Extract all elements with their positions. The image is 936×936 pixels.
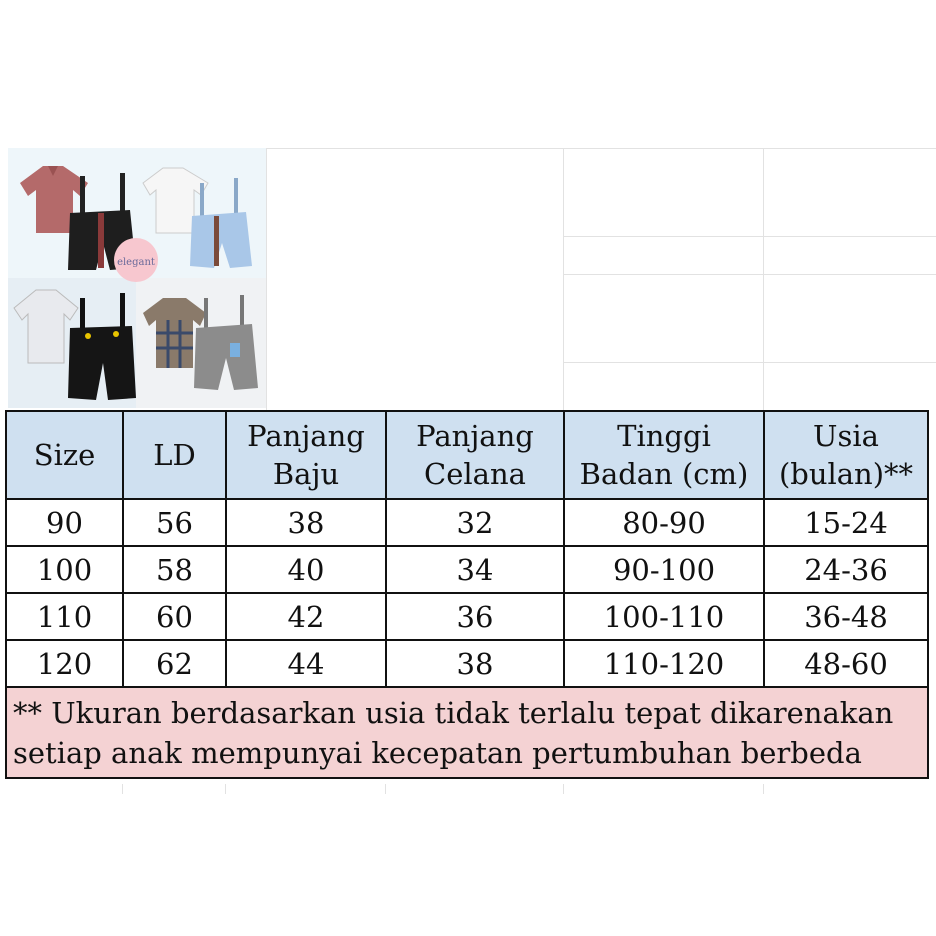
header-usia: Usia (bulan)** <box>764 411 928 499</box>
cell-size: 90 <box>6 499 123 546</box>
cell-panjang-baju: 40 <box>226 546 386 593</box>
cell-ld: 56 <box>123 499 226 546</box>
table-row <box>6 593 928 640</box>
cell-tinggi-badan: 110-120 <box>564 640 764 687</box>
cell-panjang-baju: 38 <box>226 499 386 546</box>
cell-panjang-baju: 44 <box>226 640 386 687</box>
cell-panjang-celana: 36 <box>386 593 564 640</box>
cell-tinggi-badan: 80-90 <box>564 499 764 546</box>
cell-usia: 15-24 <box>764 499 928 546</box>
table-row <box>6 640 928 687</box>
size-chart-table <box>5 410 929 779</box>
cell-ld: 58 <box>123 546 226 593</box>
table-header-row <box>6 411 928 499</box>
cell-tinggi-badan: 100-110 <box>564 593 764 640</box>
cell-usia: 36-48 <box>764 593 928 640</box>
cell-size: 120 <box>6 640 123 687</box>
logo-text: elegant <box>117 257 155 268</box>
cell-panjang-celana: 38 <box>386 640 564 687</box>
note-row <box>6 687 928 778</box>
cell-size: 100 <box>6 546 123 593</box>
cell-ld: 60 <box>123 593 226 640</box>
size-note: ** Ukuran berdasarkan usia tidak terlalu tepat dikarenakan setiap anak mempunyai kecepatan pertumbuhan berbeda <box>6 687 928 778</box>
product-photo <box>8 148 266 408</box>
header-panjang-celana: Panjang Celana <box>386 411 564 499</box>
header-ld: LD <box>123 411 226 499</box>
header-panjang-baju: Panjang Baju <box>226 411 386 499</box>
header-tinggi-badan: Tinggi Badan (cm) <box>564 411 764 499</box>
cell-size: 110 <box>6 593 123 640</box>
header-size: Size <box>6 411 123 499</box>
cell-tinggi-badan: 90-100 <box>564 546 764 593</box>
cell-panjang-celana: 32 <box>386 499 564 546</box>
cell-panjang-baju: 42 <box>226 593 386 640</box>
table-row <box>6 499 928 546</box>
cell-usia: 48-60 <box>764 640 928 687</box>
cell-usia: 24-36 <box>764 546 928 593</box>
cell-ld: 62 <box>123 640 226 687</box>
table-row <box>6 546 928 593</box>
cell-panjang-celana: 34 <box>386 546 564 593</box>
